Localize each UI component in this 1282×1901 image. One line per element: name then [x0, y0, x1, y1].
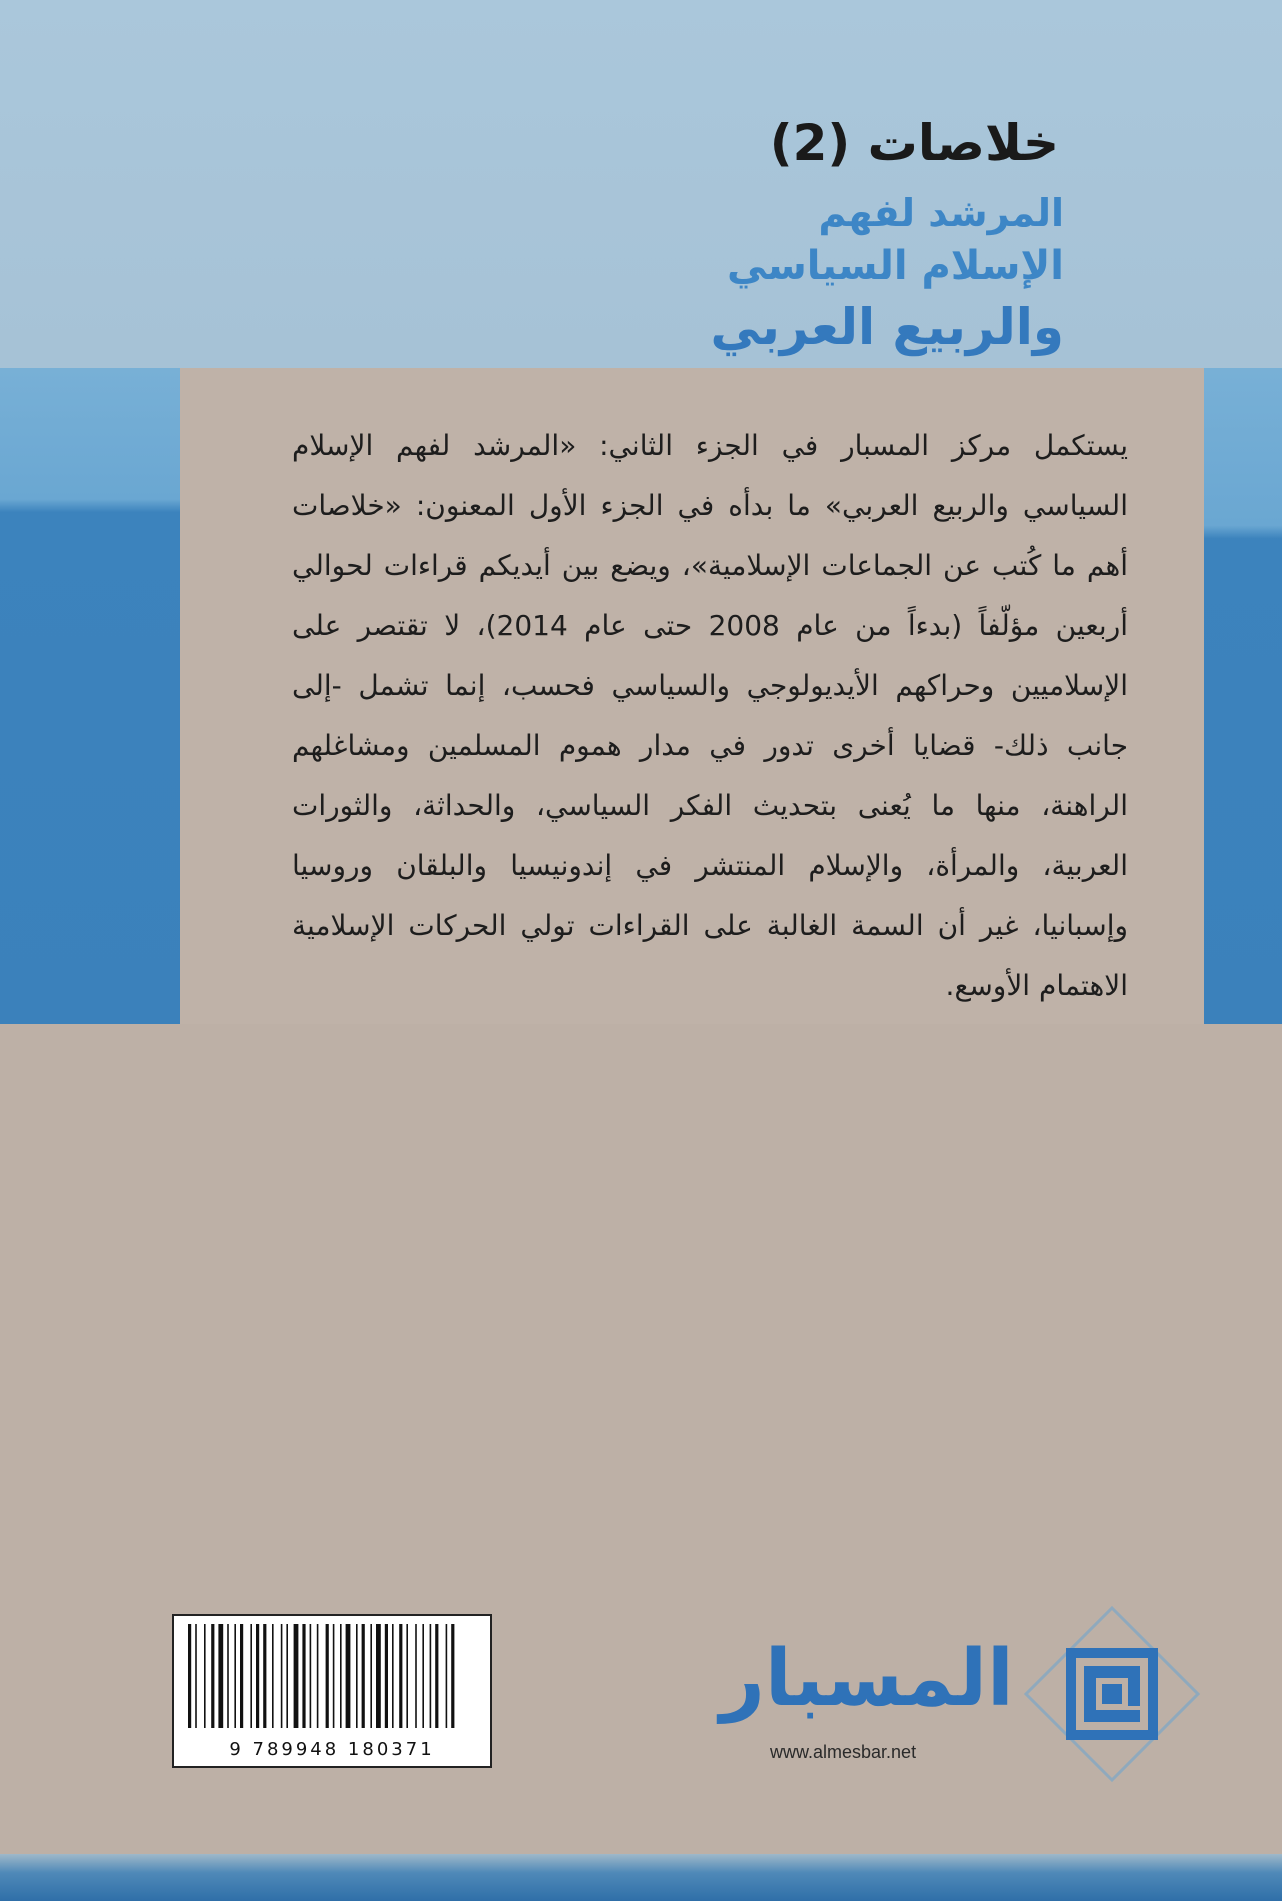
barcode-bar: [195, 1624, 197, 1728]
barcode-digits: 9 789948 180371: [229, 1739, 435, 1760]
barcode-bar: [340, 1624, 342, 1728]
barcode-bar: [204, 1624, 206, 1728]
barcode-bar: [326, 1624, 329, 1728]
barcode-bar: [446, 1624, 448, 1728]
blurb-text: يستكمل مركز المسبار في الجزء الثاني: «المرشد لفهم الإسلام السياسي والربيع العربي» ما بدأه في الجزء الأول المعنون: «خلاصات أهم ما كُتب عن الجماعات الإسلامية»، ويضع بين أيديكم قراءات لحوالي أربعين مؤلّفاً (بدءاً من عام 2008 حتى عام 2014)، لا تقتصر على الإسلاميين وحراكهم الأيديولوجي والسياسي فحسب، إنما تشمل -إلى جانب ذلك- قضايا أخرى تدور في مدار هموم المسلمين ومشاغلهم الراهنة، منها ما يُعنى بتحديث الفكر السياسي، والحداثة، والثورات العربية، والمرأة، والإسلام المنتشر في إندونيسيا والبلقان وروسيا وإسبانيا، غير أن السمة الغالبة على القراءات تولي الحركات الإسلامية الاهتمام الأوسع.: [292, 429, 1128, 1002]
barcode-bar: [263, 1624, 266, 1728]
series-title: خلاصات (2): [769, 114, 1059, 172]
subtitle-line-1: المرشد لفهم: [818, 191, 1064, 235]
left-blue-band: [0, 368, 180, 1024]
publisher-url: www.almesbar.net: [770, 1742, 917, 1762]
right-blue-band: [1204, 368, 1282, 1024]
subtitle-line-2: الإسلام السياسي: [726, 243, 1064, 289]
barcode-bar: [362, 1624, 365, 1728]
barcode-bar: [333, 1624, 335, 1728]
barcode-bar: [385, 1624, 388, 1728]
barcode-bar: [346, 1624, 351, 1728]
almesbar-logo-icon: [1022, 1604, 1202, 1784]
barcode-bar: [211, 1624, 214, 1728]
barcode-bar: [250, 1624, 252, 1728]
barcode-bar: [415, 1624, 417, 1728]
barcode-bar: [294, 1624, 299, 1728]
barcode-bar: [310, 1624, 312, 1728]
barcode-bar: [188, 1624, 191, 1728]
top-background: [0, 0, 1282, 368]
barcode-bar: [227, 1624, 229, 1728]
publisher-name: المسبار: [720, 1634, 1014, 1724]
barcode-bar: [376, 1624, 381, 1728]
barcode-bar: [430, 1624, 432, 1728]
barcode-bar: [399, 1624, 402, 1728]
barcode-bar: [317, 1624, 319, 1728]
barcode-bar: [392, 1624, 394, 1728]
isbn-barcode: [172, 1614, 492, 1768]
barcode-bar: [234, 1624, 236, 1728]
barcode-bar: [370, 1624, 372, 1728]
barcode-bar: [356, 1624, 358, 1728]
barcode-bar: [256, 1624, 259, 1728]
barcode-bar: [281, 1624, 283, 1728]
barcode-bar: [286, 1624, 288, 1728]
barcode-bar: [302, 1624, 305, 1728]
barcode-bar: [240, 1624, 243, 1728]
barcode-bars: [184, 1624, 478, 1732]
subtitle-line-3: والربيع العربي: [710, 298, 1064, 356]
bottom-blue-strip: [0, 1854, 1282, 1901]
barcode-bar: [406, 1624, 408, 1728]
barcode-bar: [451, 1624, 454, 1728]
barcode-bar: [422, 1624, 424, 1728]
barcode-bar: [435, 1624, 438, 1728]
barcode-bar: [218, 1624, 223, 1728]
barcode-bar: [272, 1624, 274, 1728]
